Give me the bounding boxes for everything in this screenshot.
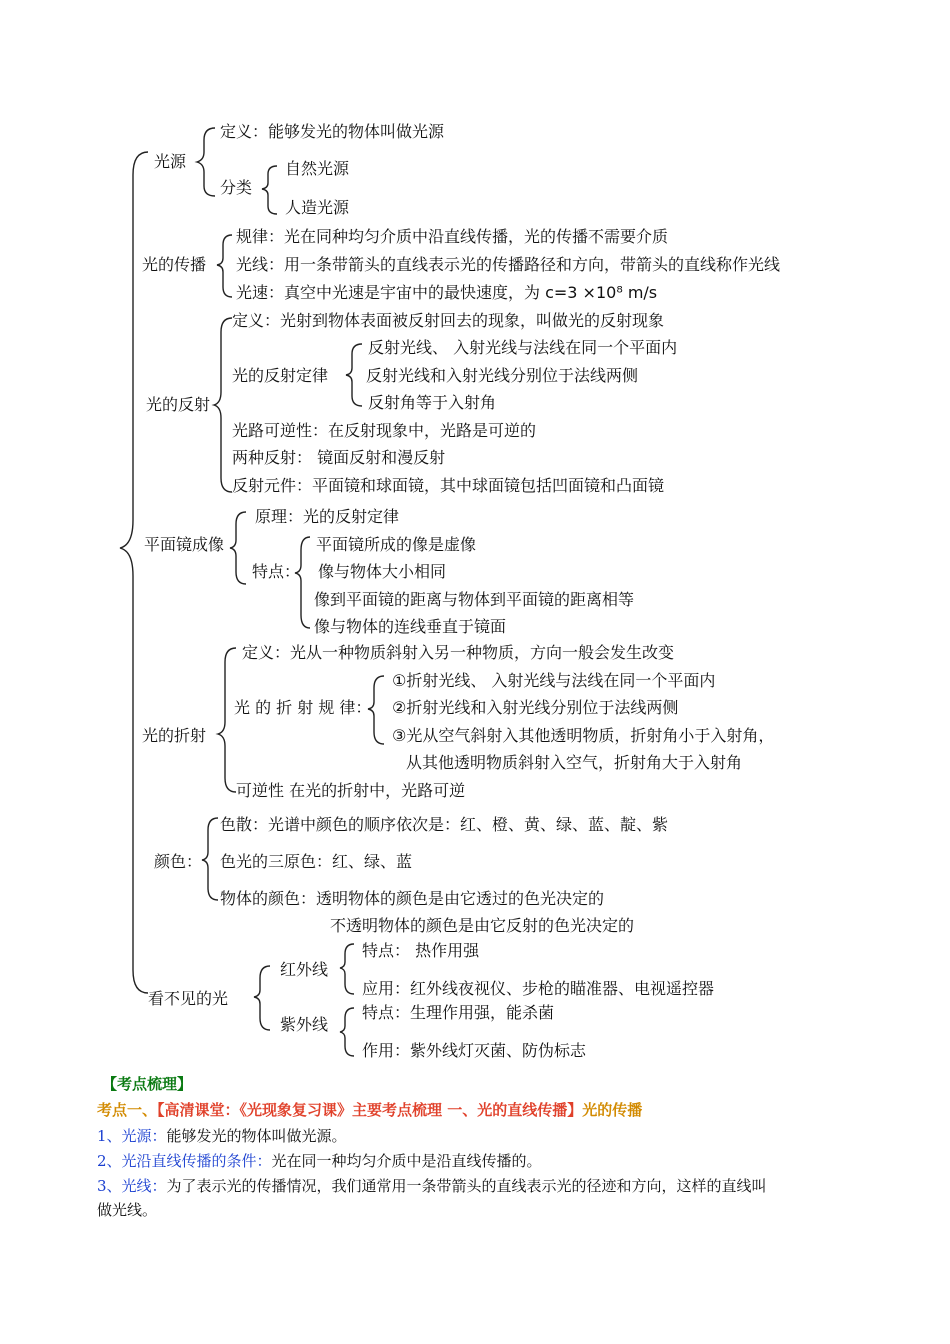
reflection-two-kinds: 两种反射： 镜面反射和漫反射: [232, 448, 446, 467]
reflection-reversible: 光路可逆性：在反射现象中，光路是可逆的: [232, 421, 537, 440]
brace-uv: [340, 1008, 354, 1056]
key-point-prefix: 考点一、: [97, 1101, 158, 1119]
refraction-law-2: ②折射光线和入射光线分别位于法线两侧: [392, 698, 679, 717]
ultraviolet-feature: 特点：生理作用强，能杀菌: [362, 1003, 555, 1022]
item-text: 为了表示光的传播情况，我们通常用一条带箭头的直线表示光的径迹和方向，这样的直线叫: [166, 1177, 767, 1195]
color-primary: 色光的三原色：红、绿、蓝: [220, 852, 413, 871]
item-label: 1、光源：: [97, 1127, 167, 1145]
refraction-reversible: 可逆性 在光的折射中，光路可逆: [236, 781, 466, 800]
reflection-law-2: 反射光线和入射光线分别位于法线两侧: [366, 366, 639, 385]
brace-reflection-law: [346, 344, 362, 406]
brace-refraction: [218, 648, 236, 792]
propagation-rule: 规律：光在同种均匀介质中沿直线传播，光的传播不需要介质: [236, 227, 669, 246]
infrared-feature: 特点： 热作用强: [362, 941, 480, 960]
refraction-label: 光的折射: [142, 726, 207, 745]
color-dispersion: 色散：光谱中颜色的顺序依次是：红、橙、黄、绿、蓝、靛、紫: [220, 815, 669, 834]
list-item: [97, 1150, 542, 1171]
propagation-label: 光的传播: [142, 255, 207, 274]
propagation-speed: 光速：真空中光速是宇宙中的最快速度，为 c=3 ×10⁸ m/s: [236, 283, 658, 302]
key-point-heading: [97, 1099, 642, 1120]
key-point-link[interactable]: 【高清课堂：《光现象复习课》主要考点梳理 一、光的直线传播】: [157, 1101, 583, 1119]
source-classify-label: 分类: [220, 178, 253, 197]
ultraviolet-use: 作用：紫外线灯灭菌、防伪标志: [362, 1041, 587, 1060]
refraction-law-3b: 从其他透明物质斜射入空气，折射角大于入射角: [406, 753, 743, 772]
brace-reflection: [214, 318, 232, 492]
brace-color: [202, 818, 218, 900]
refraction-definition: 定义：光从一种物质斜射入另一种物质，方向一般会发生改变: [242, 643, 675, 662]
reflection-definition: 定义：光射到物体表面被反射回去的现象，叫做光的反射现象: [232, 311, 665, 330]
list-item: [97, 1125, 347, 1146]
list-item: [97, 1175, 767, 1196]
mirror-label: 平面镜成像: [144, 535, 225, 554]
refraction-law-1: ①折射光线、 入射光线与法线在同一个平面内: [392, 671, 716, 690]
item-label: 3、光线：: [97, 1177, 167, 1195]
brace-source: [197, 128, 215, 196]
reflection-elements: 反射元件：平面镜和球面镜，其中球面镜包括凹面镜和凸面镜: [232, 476, 665, 495]
key-point-suffix: 光的传播: [582, 1101, 643, 1119]
brace-invisible: [254, 966, 270, 1030]
infrared-label: 红外线: [280, 960, 329, 979]
source-natural: 自然光源: [285, 159, 350, 178]
color-label: 颜色：: [154, 852, 203, 871]
mirror-feature-4: 像与物体的连线垂直于镜面: [314, 617, 507, 636]
item-text: 能够发光的物体叫做光源。: [166, 1127, 347, 1145]
invisible-label: 看不见的光: [148, 989, 229, 1008]
color-object-2: 不透明物体的颜色是由它反射的色光决定的: [330, 916, 635, 935]
brace-mirror-feature: [295, 537, 310, 628]
propagation-ray: 光线：用一条带箭头的直线表示光的传播路径和方向，带箭头的直线称作光线: [236, 255, 781, 274]
reflection-label: 光的反射: [146, 395, 211, 414]
main-brace: [120, 152, 148, 993]
source-artificial: 人造光源: [285, 198, 350, 217]
reflection-law-3: 反射角等于入射角: [368, 393, 497, 412]
reflection-law-1: 反射光线、 入射光线与法线在同一个平面内: [368, 338, 678, 357]
brace-mirror: [230, 512, 246, 584]
source-label: 光源: [154, 152, 187, 171]
mirror-feature-1: 平面镜所成的像是虚像: [316, 535, 477, 554]
item-label: 2、光沿直线传播的条件：: [97, 1152, 272, 1170]
ultraviolet-label: 紫外线: [280, 1015, 329, 1034]
reflection-law-label: 光的反射定律: [232, 366, 329, 385]
color-object: 物体的颜色：透明物体的颜色是由它透过的色光决定的: [220, 889, 605, 908]
list-item-continuation: 做光线。: [97, 1201, 158, 1219]
brace-propagation: [217, 235, 232, 297]
refraction-law-3: ③光从空气斜射入其他透明物质，折射角小于入射角，: [392, 726, 775, 745]
item-text: 光在同一种均匀介质中是沿直线传播的。: [271, 1152, 542, 1170]
section-title: 【考点梳理】: [102, 1075, 193, 1093]
mirror-feature-label: 特点：: [252, 562, 301, 581]
mirror-principle: 原理：光的反射定律: [255, 507, 400, 526]
mirror-feature-2: 像与物体大小相同: [318, 562, 447, 581]
infrared-use: 应用：红外线夜视仪、步枪的瞄准器、电视遥控器: [362, 979, 715, 998]
brace-classify: [262, 166, 277, 214]
brace-ir: [340, 944, 354, 994]
refraction-law-label: 光 的 折 射 规 律：: [234, 698, 372, 717]
mirror-feature-3: 像到平面镜的距离与物体到平面镜的距离相等: [314, 590, 635, 609]
source-definition: 定义：能够发光的物体叫做光源: [220, 122, 445, 141]
